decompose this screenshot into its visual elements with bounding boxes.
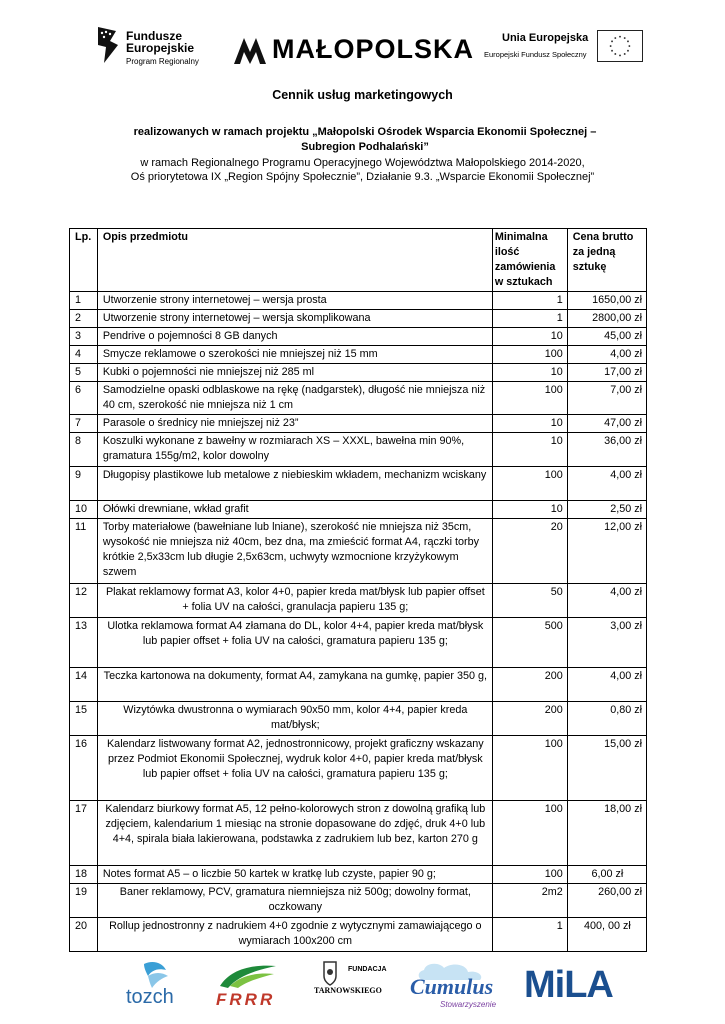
fe-logo-line3: Program Regionalny xyxy=(126,57,199,66)
row-min-quantity: 10 xyxy=(492,328,567,346)
tozch-logo-text: tozch xyxy=(126,986,174,1008)
table-row xyxy=(70,584,647,618)
page-title: Cennik usług marketingowych xyxy=(272,88,453,102)
row-min-quantity: 200 xyxy=(492,702,567,736)
cumulus-logo-text: Cumulus xyxy=(410,974,494,999)
row-min-quantity: 500 xyxy=(492,618,567,668)
row-lp: 19 xyxy=(70,884,98,918)
header-lp: Lp. xyxy=(70,229,98,292)
row-min-quantity: 100 xyxy=(492,736,567,801)
row-lp: 2 xyxy=(70,310,98,328)
row-gross-price: 6,00 zł xyxy=(567,866,646,884)
table-row xyxy=(70,501,647,519)
table-row xyxy=(70,801,647,866)
table-row xyxy=(70,292,647,310)
row-gross-price: 4,00 zł xyxy=(567,584,646,618)
page-subtitle: realizowanych w ramach projektu „Małopolski Ośrodek Wsparcia Ekonomii Społecznej – Subregion Podhalański” xyxy=(133,126,597,153)
table-row xyxy=(70,382,647,415)
row-gross-price: 17,00 zł xyxy=(567,364,646,382)
row-min-quantity: 1 xyxy=(492,918,567,952)
fundacja-tarnowskiego-logo xyxy=(304,960,394,1012)
row-gross-price: 1650,00 zł xyxy=(567,292,646,310)
fe-logo-line2: Europejskie xyxy=(126,41,195,55)
row-description: Pendrive o pojemności 8 GB danych xyxy=(97,328,492,346)
row-gross-price: 2,50 zł xyxy=(567,501,646,519)
header-gross-price: Cena brutto za jedną sztukę xyxy=(567,229,646,292)
row-min-quantity: 100 xyxy=(492,866,567,884)
row-description: Ulotka reklamowa format A4 złamana do DL, kolor 4+4, papier kreda mat/błysk lub papier offset + folia UV na całości, gramatura papieru 135 g; xyxy=(97,618,492,668)
row-description: Rollup jednostronny z nadrukiem 4+0 zgodnie z wytycznymi zamawiającego o wymiarach 100x200 cm xyxy=(97,918,492,952)
header-description: Opis przedmiotu xyxy=(97,229,492,292)
frrr-logo-text: FRRR xyxy=(216,990,276,1009)
row-lp: 1 xyxy=(70,292,98,310)
row-lp: 9 xyxy=(70,467,98,501)
malopolska-logo-text: MAŁOPOLSKA xyxy=(272,34,474,64)
ue-logo-line2: Europejski Fundusz Społeczny xyxy=(484,50,587,59)
row-min-quantity: 200 xyxy=(492,668,567,702)
table-row xyxy=(70,346,647,364)
frrr-logo xyxy=(210,960,282,1012)
row-min-quantity: 10 xyxy=(492,364,567,382)
priority-axis-line: Oś priorytetowa IX „Region Spójny Społecznie”, Działanie 9.3. „Wsparcie Ekonomii Społecznej” xyxy=(130,171,595,183)
table-row xyxy=(70,668,647,702)
row-min-quantity: 1 xyxy=(492,292,567,310)
row-min-quantity: 1 xyxy=(492,310,567,328)
fundacja-logo-line2: TARNOWSKIEGO xyxy=(314,986,382,995)
row-description: Kalendarz biurkowy format A5, 12 pełno-kolorowych stron z dowolną grafiką lub zdjęciem, kalendarium 1 miesiąc na stronie dopasowane do zdjęć, druk 4+0 lub 4+4, spirala biała lakierowana, podstawka z zadrukiem lub bez, karton 270 g xyxy=(97,801,492,866)
row-description: Plakat reklamowy format A3, kolor 4+0, papier kreda mat/błysk lub papier offset + folia UV na całości, granulacja papieru 135 g; xyxy=(97,584,492,618)
row-description: Utworzenie strony internetowej – wersja skomplikowana xyxy=(97,310,492,328)
row-gross-price: 400, 00 zł xyxy=(567,918,646,952)
row-lp: 4 xyxy=(70,346,98,364)
row-description: Smycze reklamowe o szerokości nie mniejszej niż 15 mm xyxy=(97,346,492,364)
row-min-quantity: 10 xyxy=(492,501,567,519)
row-gross-price: 0,80 zł xyxy=(567,702,646,736)
table-row xyxy=(70,415,647,433)
cumulus-logo xyxy=(404,960,514,1012)
row-gross-price: 18,00 zł xyxy=(567,801,646,866)
row-min-quantity: 50 xyxy=(492,584,567,618)
header-logos xyxy=(0,22,725,74)
row-description: Utworzenie strony internetowej – wersja prosta xyxy=(97,292,492,310)
table-row xyxy=(70,918,647,952)
table-row xyxy=(70,364,647,382)
row-min-quantity: 100 xyxy=(492,382,567,415)
table-row xyxy=(70,310,647,328)
row-gross-price: 45,00 zł xyxy=(567,328,646,346)
footer-logos xyxy=(0,960,725,1020)
row-lp: 17 xyxy=(70,801,98,866)
price-table xyxy=(69,228,647,952)
malopolska-m-icon xyxy=(232,36,268,66)
row-lp: 5 xyxy=(70,364,98,382)
table-row xyxy=(70,702,647,736)
fundacja-logo-line1: FUNDACJA xyxy=(348,966,387,973)
row-gross-price: 15,00 zł xyxy=(567,736,646,801)
row-lp: 3 xyxy=(70,328,98,346)
table-row xyxy=(70,433,647,467)
row-description: Długopisy plastikowe lub metalowe z niebieskim wkładem, mechanizm wciskany xyxy=(97,467,492,501)
row-lp: 18 xyxy=(70,866,98,884)
row-lp: 12 xyxy=(70,584,98,618)
row-description: Baner reklamowy, PCV, gramatura niemniejsza niż 500g; dowolny format, oczkowany xyxy=(97,884,492,918)
row-min-quantity: 10 xyxy=(492,433,567,467)
table-row xyxy=(70,328,647,346)
row-description: Ołówki drewniane, wkład grafit xyxy=(97,501,492,519)
row-description: Kubki o pojemności nie mniejszej niż 285 ml xyxy=(97,364,492,382)
row-description: Notes format A5 – o liczbie 50 kartek w kratkę lub czyste, papier 90 g; xyxy=(97,866,492,884)
row-lp: 8 xyxy=(70,433,98,467)
unia-europejska-logo xyxy=(484,32,644,68)
row-description: Koszulki wykonane z bawełny w rozmiarach XS – XXXL, bawełna min 90%, gramatura 155g/m2, kolor dowolny xyxy=(97,433,492,467)
mila-logo xyxy=(522,960,614,1012)
row-description: Teczka kartonowa na dokumenty, format A4, zamykana na gumkę, papier 350 g, xyxy=(97,668,492,702)
fe-logo-line1: Fundusze xyxy=(126,29,182,43)
coat-of-arms-icon xyxy=(304,960,394,986)
row-description: Kalendarz listwowany format A2, jednostronnicowy, projekt graficzny wskazany przez Podmiot Ekonomii Społecznej, wydruk kolor 4+0, papier kreda mat/błysk lub papier offset + folia UV na całości, gramatura papieru 135 g; xyxy=(97,736,492,801)
row-min-quantity: 100 xyxy=(492,467,567,501)
row-min-quantity: 100 xyxy=(492,346,567,364)
row-lp: 13 xyxy=(70,618,98,668)
fundusze-europejskie-logo xyxy=(96,27,206,71)
row-lp: 7 xyxy=(70,415,98,433)
row-gross-price: 4,00 zł xyxy=(567,467,646,501)
fe-logo-icon xyxy=(96,27,118,63)
row-gross-price: 36,00 zł xyxy=(567,433,646,467)
row-gross-price: 2800,00 zł xyxy=(567,310,646,328)
row-lp: 20 xyxy=(70,918,98,952)
row-gross-price: 4,00 zł xyxy=(567,346,646,364)
table-row xyxy=(70,866,647,884)
row-description: Samodzielne opaski odblaskowe na rękę (nadgarstek), długość nie mniejsza niż 40 cm, szerokość nie mniejsza niż 1 cm xyxy=(97,382,492,415)
table-header-row xyxy=(70,229,647,292)
frrr-logo-icon xyxy=(210,960,282,990)
row-min-quantity: 20 xyxy=(492,519,567,584)
row-description: Parasole o średnicy nie mniejszej niż 23” xyxy=(97,415,492,433)
row-gross-price: 12,00 zł xyxy=(567,519,646,584)
table-row xyxy=(70,618,647,668)
row-lp: 15 xyxy=(70,702,98,736)
header-min-quantity: Minimalna ilość zamówienia w sztukach xyxy=(492,229,567,292)
ue-logo-line1: Unia Europejska xyxy=(502,32,589,44)
row-gross-price: 47,00 zł xyxy=(567,415,646,433)
row-gross-price: 3,00 zł xyxy=(567,618,646,668)
table-row xyxy=(70,467,647,501)
row-gross-price: 260,00 zł xyxy=(567,884,646,918)
row-gross-price: 4,00 zł xyxy=(567,668,646,702)
row-min-quantity: 10 xyxy=(492,415,567,433)
table-row xyxy=(70,519,647,584)
mila-logo-text: MiLA xyxy=(524,964,613,1006)
row-lp: 11 xyxy=(70,519,98,584)
table-row xyxy=(70,884,647,918)
tozch-logo xyxy=(118,960,190,1012)
program-line: w ramach Regionalnego Programu Operacyjnego Województwa Małopolskiego 2014-2020, xyxy=(140,157,585,169)
eu-flag-icon xyxy=(597,30,643,62)
row-lp: 16 xyxy=(70,736,98,801)
row-min-quantity: 100 xyxy=(492,801,567,866)
table-row xyxy=(70,736,647,801)
cumulus-logo-sub: Stowarzyszenie xyxy=(440,1000,497,1009)
row-lp: 6 xyxy=(70,382,98,415)
row-gross-price: 7,00 zł xyxy=(567,382,646,415)
row-lp: 10 xyxy=(70,501,98,519)
row-min-quantity: 2m2 xyxy=(492,884,567,918)
row-description: Torby materiałowe (bawełniane lub lniane), szerokość nie mniejsza niż 35cm, wysokość nie mniejsza niż 40cm, bez dna, ma zmieścić format A4, rączki torby krótkie 2,5x33cm lub długie 2,5x63cm, uchwyty wzmocnione krzyżykowym szwem xyxy=(97,519,492,584)
row-description: Wizytówka dwustronna o wymiarach 90x50 mm, kolor 4+4, papier kreda mat/błysk; xyxy=(97,702,492,736)
row-lp: 14 xyxy=(70,668,98,702)
